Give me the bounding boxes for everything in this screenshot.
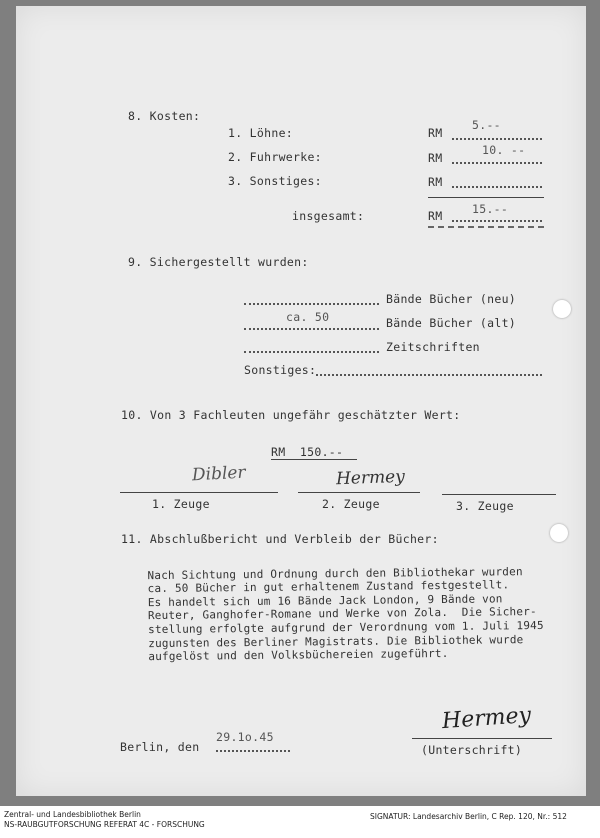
abschluss-line-5: stellung erfolgte aufgrund der Verordnung vom 1. Juli 1945 bbox=[148, 618, 544, 637]
wert-amount: RM 150.-- bbox=[271, 445, 344, 459]
footer-left-line2: NS-RAUBGUTFORSCHUNG REFERAT 4C - FORSCHUNG bbox=[4, 820, 205, 829]
witness-1-label: 1. Zeuge bbox=[152, 497, 210, 511]
witness-3-line bbox=[442, 494, 556, 495]
section-10-heading: 10. Von 3 Fachleuten ungefähr geschätzter Wert: bbox=[121, 408, 461, 422]
abschluss-line-1: Nach Sichtung und Ordnung durch den Bibliothekar wurden bbox=[147, 564, 523, 582]
abschluss-line-3: Es handelt sich um 16 Bände Jack London, 9 Bände von bbox=[147, 592, 503, 609]
footer-right: SIGNATUR: Landesarchiv Berlin, C Rep. 120, Nr.: 512 bbox=[370, 812, 567, 821]
abschluss-line-6: zugunsten des Berliner Magistrats. Die Bibliothek wurde bbox=[148, 632, 524, 650]
witness-3-label: 3. Zeuge bbox=[456, 499, 514, 513]
signature-label: (Unterschrift) bbox=[421, 743, 523, 757]
punch-hole-top bbox=[553, 300, 571, 318]
sicher-row-3-label: Zeitschriften bbox=[386, 340, 480, 354]
signature-line bbox=[412, 738, 552, 739]
kosten-total-label: insgesamt: bbox=[292, 209, 365, 223]
witness-1-line bbox=[120, 492, 278, 493]
document-page bbox=[16, 6, 586, 796]
kosten-item-2-dotline bbox=[452, 162, 542, 164]
section-8-heading: 8. Kosten: bbox=[128, 109, 201, 123]
kosten-sum-line bbox=[428, 197, 544, 198]
kosten-item-1-currency: RM bbox=[428, 126, 443, 140]
sicher-row-2-dotline bbox=[244, 328, 379, 330]
sicher-row-2-label: Bände Bücher (alt) bbox=[386, 316, 517, 330]
kosten-total-value: 15.-- bbox=[472, 202, 509, 216]
witness-1-signature: Dibler bbox=[191, 462, 247, 486]
sicher-sonstiges-label: Sonstiges: bbox=[244, 363, 317, 377]
abschluss-line-2: ca. 50 Bücher in gut erhaltenem Zustand festgestellt. bbox=[147, 578, 510, 596]
section-11-heading: 11. Abschlußbericht und Verbleib der Bücher: bbox=[121, 532, 439, 546]
punch-hole-bottom bbox=[550, 524, 568, 542]
sicher-row-3-dotline bbox=[244, 351, 379, 353]
kosten-item-3-dotline bbox=[452, 186, 542, 188]
kosten-item-2-currency: RM bbox=[428, 151, 443, 165]
abschluss-line-7: aufgelöst und den Volksbüchereien zugeführt. bbox=[148, 647, 449, 664]
kosten-total-currency: RM bbox=[428, 209, 443, 223]
kosten-item-3-label: 3. Sonstiges: bbox=[228, 174, 322, 188]
footer-left-line1: Zentral- und Landesbibliothek Berlin bbox=[4, 810, 141, 819]
section-9-heading: 9. Sichergestellt wurden: bbox=[128, 255, 309, 269]
kosten-total-double-underline bbox=[428, 226, 544, 228]
witness-2-label: 2. Zeuge bbox=[322, 497, 380, 511]
date-value: 29.1o.45 bbox=[216, 730, 274, 744]
abschluss-line-4: Reuter, Ganghofer-Romane und Werke von Zola. Die Sicher- bbox=[147, 605, 537, 623]
kosten-item-1-dotline bbox=[452, 138, 542, 140]
kosten-item-1-value: 5.-- bbox=[472, 118, 501, 132]
archive-footer bbox=[0, 806, 600, 838]
kosten-item-2-value: 10. -- bbox=[482, 143, 526, 157]
kosten-total-dotline bbox=[452, 220, 542, 222]
sicher-sonstiges-dotline bbox=[316, 374, 542, 376]
sicher-row-1-dotline bbox=[244, 303, 379, 305]
witness-2-signature: Hermey bbox=[335, 466, 406, 490]
kosten-item-2-label: 2. Fuhrwerke: bbox=[228, 150, 322, 164]
sicher-row-1-label: Bände Bücher (neu) bbox=[386, 292, 517, 306]
abschluss-text bbox=[147, 551, 544, 691]
sicher-row-2-value: ca. 50 bbox=[286, 310, 330, 324]
wert-amount-underline bbox=[271, 459, 357, 460]
kosten-item-3-currency: RM bbox=[428, 175, 443, 189]
main-signature: Hermey bbox=[441, 702, 532, 735]
kosten-item-1-label: 1. Löhne: bbox=[228, 126, 294, 140]
place-label: Berlin, den bbox=[120, 740, 200, 754]
witness-2-line bbox=[298, 492, 420, 493]
date-dotline bbox=[216, 750, 290, 752]
